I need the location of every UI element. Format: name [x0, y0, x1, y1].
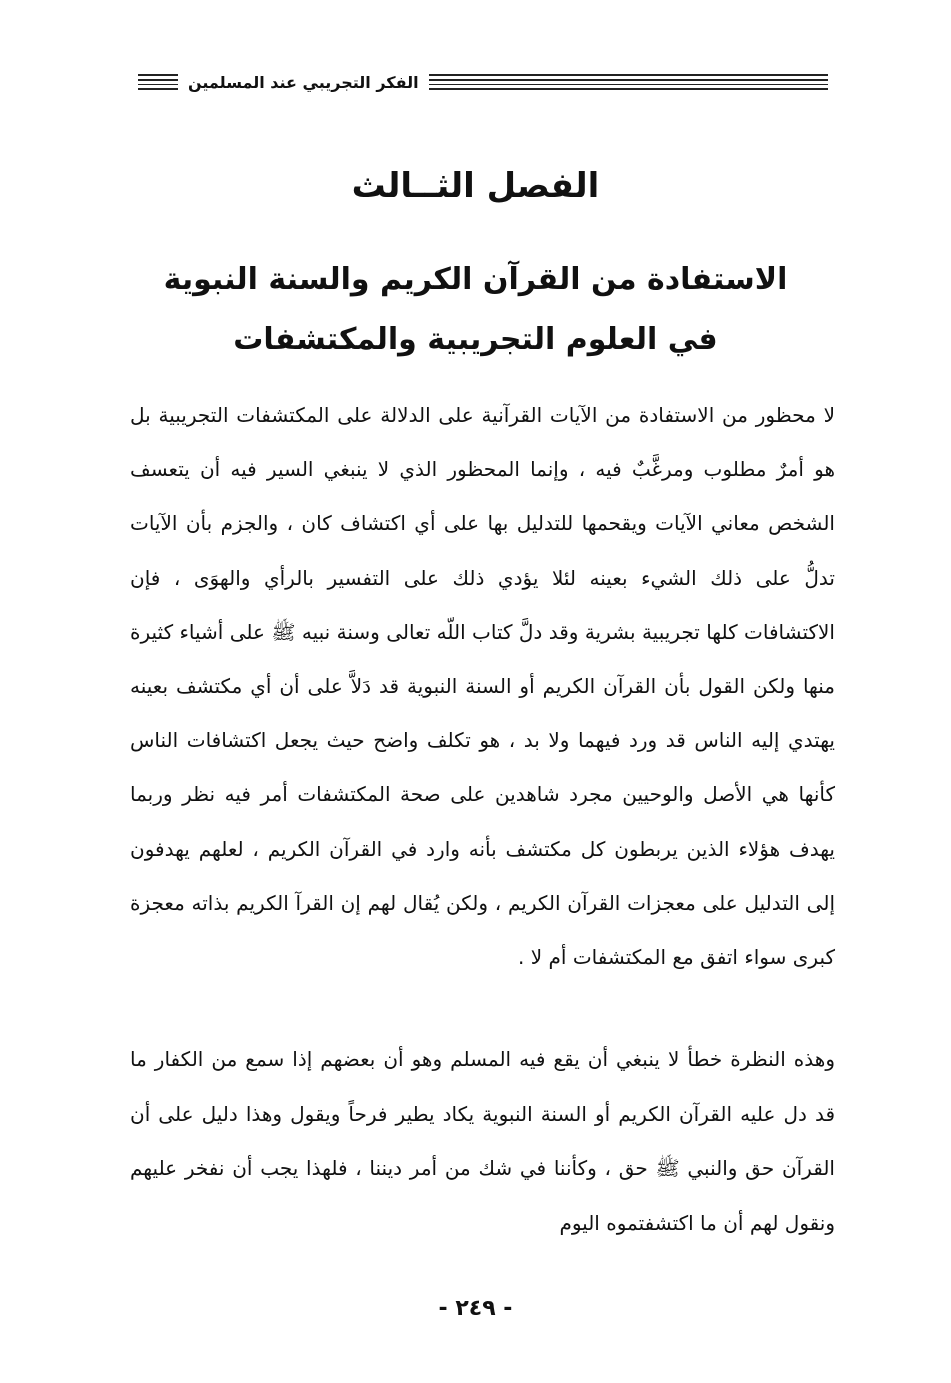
running-header — [138, 68, 828, 96]
running-header-title: الفكر التجريبي عند المسلمين — [188, 72, 419, 92]
header-rule-right — [429, 74, 828, 89]
section-title — [120, 250, 831, 370]
section-title-line-2: في العلوم التجريبية والمكتشفات — [233, 322, 718, 357]
paragraph-2: وهذه النظرة خطأ لا ينبغي أن يقع فيه المسلم وهو أن بعضهم إذا سمع من الكفار ما قد دل عليه القرآن الكريم أو السنة النبوية يكاد يطير فرحاً ويقول وهذا دليل على أن القرآن حق والنبي ﷺ حق ، وكأننا في شك من أمر ديننا ، فلهذا يجب أن نفخر عليهم ونقول لهم أن ما اكتشفتموه اليوم — [130, 1047, 835, 1235]
paragraph-1: لا محظور من الاستفادة من الآيات القرآنية على الدلالة على المكتشفات التجريبية بل هو أمرٌ مطلوب ومرغَّبٌ فيه ، وإنما المحظور الذي لا ينبغي السير فيه أن يتعسف الشخص معاني الآيات ويقحمها للتدليل بها على أي اكتشاف كان ، والجزم بأن الآيات تدلُّ على ذلك الشيء بعينه لئلا يؤدي ذلك على التفسير بالرأي والهوَى ، فإن الاكتشافات كلها تجريبية بشرية وقد دلَّ كتاب اللّه تعالى وسنة نبيه ﷺ على أشياء كثيرة منها ولكن القول بأن القرآن الكريم أو السنة النبوية قد دَلاَّ على أن أي مكتشف بعينه يهتدي إليه الناس قد ورد فيهما ولا بد ، هو تكلف واضح حيث يجعل اكتشافات الناس كأنها هي الأصل والوحيين مجرد شاهدين على صحة المكتشفات أمر فيه نظر وربما يهدف هؤلاء الذين يربطون كل مكتشف بأنه وارد في القرآن الكريم ، لعلهم يهدفون إلى التدليل على معجزات القرآن الكريم ، ولكن يُقال لهم إن القرآ الكريم بذاته معجزة كبرى سواء اتفق مع المكتشفات أم لا . — [130, 403, 835, 970]
header-rule-left — [138, 74, 178, 89]
page-number: - ٢٤٩ - — [438, 1296, 513, 1321]
chapter-title: الفصل الثــالث — [351, 166, 600, 206]
section-title-line-1: الاستفادة من القرآن الكريم والسنة النبوية — [163, 262, 788, 297]
